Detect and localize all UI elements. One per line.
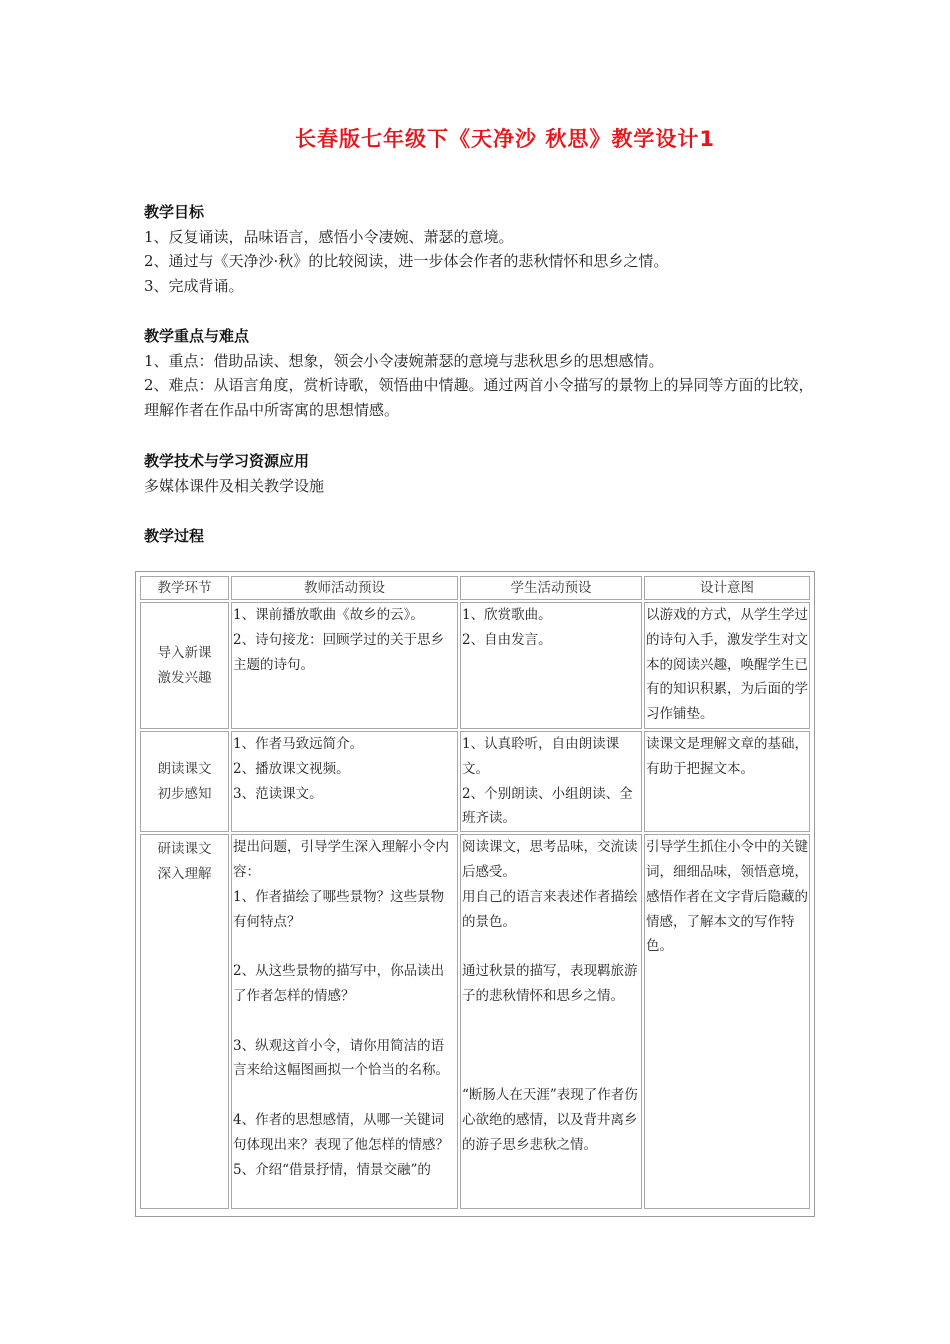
stage-cell (140, 602, 229, 729)
stage-line: 深入理解 (157, 865, 212, 882)
student-line: 1、欣赏歌曲。 (462, 607, 552, 623)
teacher-line: 2、诗句接龙：回顾学过的关于思乡主题的诗句。 (233, 631, 445, 673)
key-points-heading: 教学重点与难点 (144, 327, 250, 345)
technology-text: 多媒体课件及相关教学设施 (144, 476, 325, 495)
intent-cell (644, 731, 810, 832)
blank-line (233, 1009, 456, 1034)
technology-section (144, 449, 824, 498)
intent-line: 读课文是理解文章的基础，有助于把握文本。 (646, 736, 808, 777)
blank-line (462, 1034, 640, 1059)
teacher-line: 3、范读课文。 (233, 785, 323, 802)
student-line: 用自己的语言来表述作者描绘的景色。 (462, 888, 638, 930)
teacher-line: 1、课前播放歌曲《故乡的云》。 (233, 607, 424, 623)
table-row (140, 834, 810, 1209)
teacher-line: 2、从这些景物的描写中，你品读出了作者怎样的情感？ (233, 963, 445, 1004)
key-point-item: 1、重点：借助品读、想象，领会小令凄婉萧瑟的意境与悲秋思乡的思想感情。 (144, 351, 664, 370)
student-line: 2、自由发言。 (462, 631, 552, 648)
blank-line (233, 934, 456, 959)
table-row (140, 731, 810, 832)
teacher-line: 2、播放课文视频。 (233, 760, 350, 777)
stage-cell (140, 731, 229, 832)
objective-item: 2、通过与《天净沙·秋》的比较阅读，进一步体会作者的悲秋情怀和思乡之情。 (144, 252, 669, 270)
intent-line: 以游戏的方式，从学生学过的诗句入手，激发学生对文本的阅读兴趣，唤醒学生已有的知识积累，为后面的学习作铺垫。 (646, 607, 808, 723)
teacher-line: 5、介绍“借景抒情，情景交融”的 (233, 1161, 431, 1178)
intent-cell (644, 602, 810, 729)
student-line: “断肠人在天涯”表现了作者伤心欲绝的感情，以及背井离乡的游子思乡悲秋之情。 (462, 1087, 638, 1153)
teacher-cell (231, 602, 458, 729)
student-cell (460, 834, 642, 1209)
column-header: 教学环节 (140, 576, 229, 600)
document-title: 长春版七年级下《天净沙 秋思》教学设计1 (295, 127, 715, 151)
column-header: 设计意图 (644, 576, 810, 600)
table-header-row (140, 576, 810, 600)
teacher-line: 3、纵观这首小令，请你用简洁的语言来给这幅图画拟一个恰当的名称。 (233, 1037, 449, 1079)
key-point-item: 2、难点：从语言角度，赏析诗歌，领悟曲中情趣。通过两首小令描写的景物上的异同等方面的比较，理解作者在作品中所寄寓的思想情感。 (144, 376, 814, 419)
teacher-cell (231, 731, 458, 832)
student-line: 1、认真聆听，自由朗读课文。 (462, 736, 620, 777)
technology-heading: 教学技术与学习资源应用 (144, 452, 310, 470)
process-heading: 教学过程 (144, 527, 205, 545)
student-line: 通过秋景的描写，表现羁旅游子的悲秋情怀和思乡之情。 (462, 963, 638, 1004)
objective-item: 1、反复诵读，品味语言，感悟小令凄婉、萧瑟的意境。 (144, 227, 514, 246)
key-points-section (144, 324, 824, 422)
blank-line (462, 1009, 640, 1034)
blank-line (462, 934, 640, 959)
student-line: 2、个别朗读、小组朗读、全班齐读。 (462, 785, 633, 827)
column-header: 学生活动预设 (460, 576, 642, 600)
objective-item: 3、完成背诵。 (144, 276, 244, 295)
stage-line: 研读课文 (157, 841, 212, 858)
blank-line (233, 1083, 456, 1108)
process-table-frame (135, 571, 815, 1217)
blank-line (462, 1058, 640, 1083)
table-row (140, 602, 810, 729)
objectives-section (144, 200, 824, 298)
student-line: 阅读课文，思考品味，交流读后感受。 (462, 839, 638, 880)
column-header: 教师活动预设 (231, 576, 458, 600)
teacher-line: 提出问题，引导学生深入理解小令内容： (233, 839, 449, 880)
stage-line: 朗读课文 (157, 760, 212, 777)
objectives-heading: 教学目标 (144, 203, 205, 221)
student-cell (460, 602, 642, 729)
teacher-line: 4、作者的思想感情，从哪一关键词句体现出来？表现了他怎样的情感？ (233, 1111, 449, 1153)
teacher-line: 1、作者描绘了哪些景物？这些景物有何特点？ (233, 888, 445, 930)
stage-line: 导入新课 (157, 644, 212, 661)
student-cell (460, 731, 642, 832)
intent-line: 引导学生抓住小令中的关键词，细细品味，领悟意境，感悟作者在文字背后隐藏的情感，了解本文的写作特色。 (646, 839, 808, 955)
process-table (138, 574, 812, 1211)
teacher-cell (231, 834, 458, 1209)
process-section (144, 524, 824, 549)
teacher-line: 1、作者马致远简介。 (233, 736, 364, 752)
stage-line: 激发兴趣 (157, 669, 212, 686)
stage-line: 初步感知 (157, 785, 212, 802)
stage-cell (140, 834, 229, 1209)
intent-cell (644, 834, 810, 1209)
